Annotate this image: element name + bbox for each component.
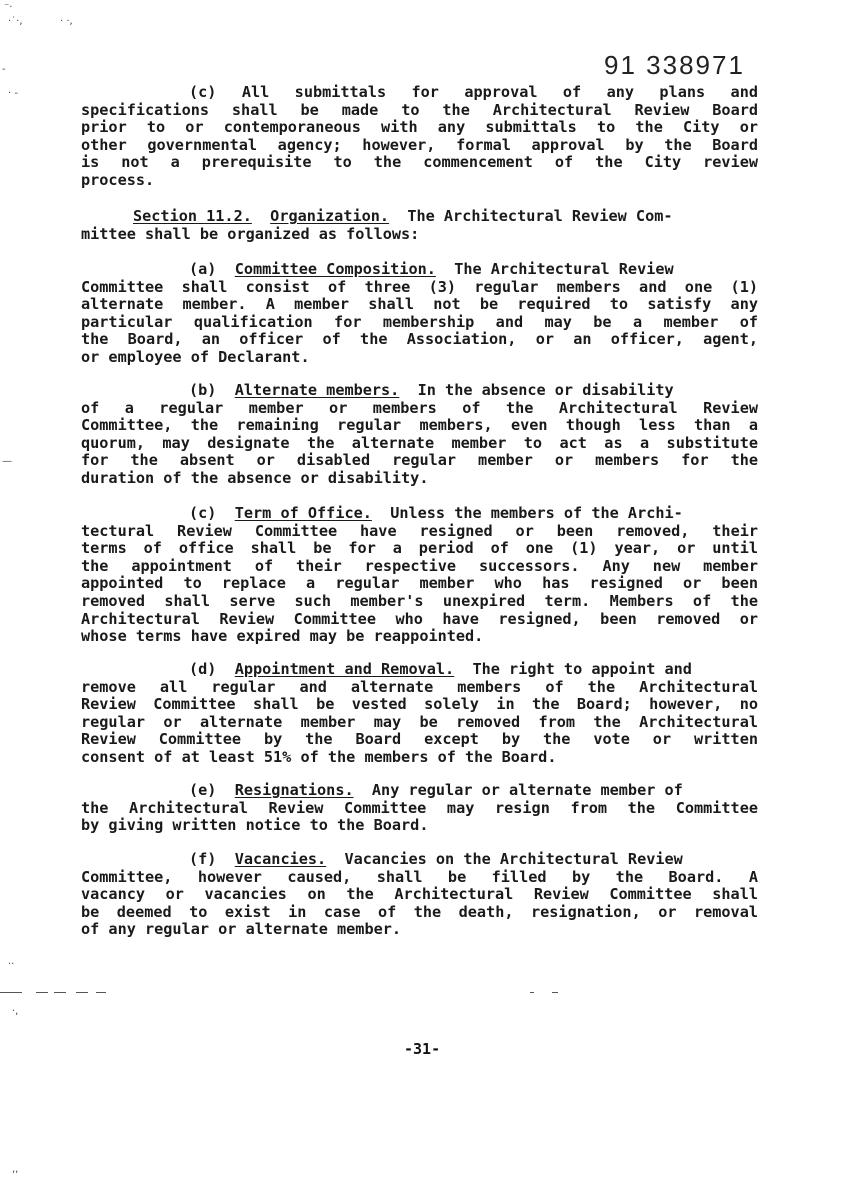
text-line: removed shall serve such member's unexpired term. Members of the bbox=[81, 591, 758, 610]
item-label: (b) bbox=[189, 381, 217, 399]
text-line: vacancy or vacancies on the Architectural Review Committee shall bbox=[81, 885, 758, 904]
text-line: alternate member. A member shall not be required to satisfy any bbox=[81, 295, 758, 314]
scan-dash bbox=[76, 992, 88, 993]
item-heading: Alternate members. bbox=[234, 381, 400, 399]
heading-line bbox=[81, 661, 758, 679]
text-line: Committee shall consist of three (3) regular members and one (1) bbox=[81, 277, 758, 296]
text-line: be deemed to exist in case of the death, resignation, or removal bbox=[81, 902, 758, 921]
heading-line bbox=[81, 382, 758, 400]
item-heading: Term of Office. bbox=[234, 504, 372, 522]
text-line: or employee of Declarant. bbox=[81, 347, 310, 366]
scan-speck: .. bbox=[8, 956, 15, 967]
scan-dash bbox=[552, 992, 558, 993]
scan-dash bbox=[96, 992, 106, 993]
text-line: is not a prerequisite to the commencement of the City review bbox=[81, 153, 758, 172]
text-run: Unless the members of the Archi- bbox=[390, 504, 683, 522]
text-line: appointed to replace a regular member who has resigned or been bbox=[81, 574, 758, 593]
text-line: of a regular member or members of the Architectural Review bbox=[81, 398, 758, 417]
text-line: for the absent or disabled regular member or members for the bbox=[81, 451, 758, 470]
text-run: The Architectural Review Com- bbox=[407, 207, 673, 225]
paragraph-f-vacancies bbox=[81, 851, 758, 939]
item-label: (a) bbox=[189, 260, 217, 278]
text-run: In the absence or disability bbox=[417, 381, 674, 399]
text-line: process. bbox=[81, 170, 155, 189]
text-line: (c) All submittals for approval of any plans and bbox=[189, 83, 758, 101]
scan-dash bbox=[54, 992, 66, 993]
text-line: specifications shall be made to the Architectural Review Board bbox=[81, 100, 758, 119]
paragraph-a-committee-composition bbox=[81, 261, 758, 367]
paragraph-e-resignations bbox=[81, 782, 758, 835]
text-line: Review Committee shall be vested solely in the Board; however, no bbox=[81, 695, 758, 714]
item-heading: Appointment and Removal. bbox=[234, 660, 455, 678]
item-label: (d) bbox=[189, 660, 217, 678]
text-line: remove all regular and alternate members of the Architectural bbox=[81, 677, 758, 696]
text-line: Review Committee by the Board except by the vote or written bbox=[81, 730, 758, 749]
heading-line bbox=[81, 851, 758, 869]
scan-speck: · - bbox=[8, 88, 18, 99]
text-line: of any regular or alternate member. bbox=[81, 920, 402, 939]
text-line: duration of the absence or disability. bbox=[81, 468, 429, 487]
section-title: Organization. bbox=[270, 207, 390, 225]
item-label: (e) bbox=[189, 781, 217, 799]
text-line: the Architectural Review Committee may resign from the Committee bbox=[81, 798, 758, 817]
scan-speck: ⁻· bbox=[4, 2, 13, 13]
text-line: particular qualification for membership and may be a member of bbox=[81, 312, 758, 331]
item-heading: Committee Composition. bbox=[234, 260, 436, 278]
text-run: Vacancies on the Architectural Review bbox=[344, 850, 683, 868]
text-line: the appointment of their respective successors. Any new member bbox=[81, 556, 758, 575]
scan-dash bbox=[36, 992, 48, 993]
text-run: The Architectural Review bbox=[454, 260, 674, 278]
heading-line bbox=[81, 505, 758, 523]
text-run: Any regular or alternate member of bbox=[371, 781, 683, 799]
page-number: -31- bbox=[404, 1040, 441, 1058]
item-label: (c) bbox=[189, 504, 217, 522]
scan-speck: — bbox=[2, 456, 12, 467]
text-line: other governmental agency; however, formal approval by the Board bbox=[81, 135, 758, 154]
text-run: The right to appoint and bbox=[472, 660, 692, 678]
text-line: tectural Review Committee have resigned or been removed, their bbox=[81, 521, 758, 540]
paragraph-b-alternate-members bbox=[81, 382, 758, 488]
item-label: (f) bbox=[189, 850, 217, 868]
scan-speck: · ·, bbox=[60, 16, 73, 27]
paragraph-c-term-of-office bbox=[81, 505, 758, 646]
scan-dash bbox=[0, 992, 22, 993]
text-line: the Board, an officer of the Association, or an officer, agent, bbox=[81, 330, 758, 349]
scan-dash bbox=[530, 992, 534, 993]
item-heading: Resignations. bbox=[234, 781, 354, 799]
text-line: whose terms have expired may be reappointed. bbox=[81, 627, 484, 646]
text-line: Committee, the remaining regular members, even though less than a bbox=[81, 416, 758, 435]
text-line: regular or alternate member may be removed from the Architectural bbox=[81, 712, 758, 731]
text-line: by giving written notice to the Board. bbox=[81, 816, 429, 835]
section-number: Section 11.2. bbox=[133, 207, 252, 225]
text-line: terms of office shall be for a period of one (1) year, or until bbox=[81, 539, 758, 558]
text-line: Committee, however caused, shall be filled by the Board. A bbox=[81, 867, 758, 886]
scan-speck: ·˙·, bbox=[8, 16, 23, 27]
section-heading-line bbox=[81, 208, 758, 226]
scan-speck: ·, bbox=[12, 1006, 19, 1017]
scan-speck: - bbox=[2, 64, 6, 75]
text-line: mittee shall be organized as follows: bbox=[81, 224, 420, 243]
text-line: consent of at least 51% of the members of the Board. bbox=[81, 747, 557, 766]
text-line: Architectural Review Committee who have resigned, been removed or bbox=[81, 609, 758, 628]
text-line: prior to or contemporaneous with any submittals to the City or bbox=[81, 118, 758, 137]
item-heading: Vacancies. bbox=[234, 850, 327, 868]
heading-line bbox=[81, 261, 758, 279]
scan-speck: ,, bbox=[12, 1164, 19, 1175]
text-line: quorum, may designate the alternate member to act as a substitute bbox=[81, 433, 758, 452]
document-number: 91 338971 bbox=[604, 50, 745, 80]
heading-line bbox=[81, 782, 758, 800]
paragraph-d-appointment-removal bbox=[81, 661, 758, 767]
section-11-2 bbox=[81, 208, 758, 243]
paragraph-c-submittals bbox=[81, 84, 758, 190]
